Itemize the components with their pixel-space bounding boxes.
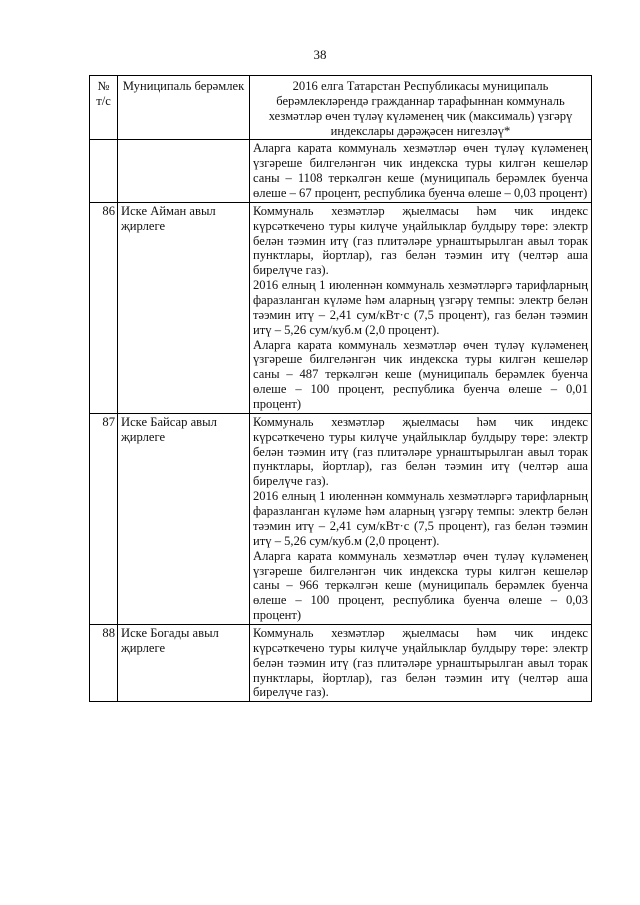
description-paragraph: Коммуналь хезмәтләр җыелмасы һәм чик индекс күрсәткечено туры килүче уңайлыклар булдыру төре: электр белән тәэмин итү (газ плитәләре урнаштырылган авыл торак пунктлары, йортлар), газ белән тәэмин итү (челтәр аша бирелүче газ).	[253, 625, 588, 700]
table-row	[90, 413, 592, 624]
page-number: 38	[313, 47, 327, 62]
header-number: № т/с	[90, 76, 118, 140]
description-paragraph: Коммуналь хезмәтләр җыелмасы һәм чик индекс күрсәткечено туры килүче уңайлыклар булдыру төре: электр белән тәэмин итү (газ плитәләре урнаштырылган авыл торак пунктлары, йортлар), газ белән тәэмин итү (челтәр аша бирелүче газ).	[253, 414, 588, 489]
description-paragraph: Аларга карата коммуналь хезмәтләр өчен түләү күләменең үзгәреше билгеләнгән чик индекска туры килгән кешеләр саны – 1108 теркәлгән кеше (муниципаль берәмлек буенча өлеше – 67 процент, республика буенча өлеше – 0,03 процент)	[253, 141, 588, 201]
header-municipality: Муниципаль берәмлек	[118, 76, 250, 140]
tariff-table	[89, 75, 592, 702]
municipality-name: Иске Байсар авыл җирлеге	[118, 413, 250, 624]
row-number: 86	[90, 202, 118, 413]
description-paragraph: Аларга карата коммуналь хезмәтләр өчен түләү күләменең үзгәреше билгеләнгән чик индекска туры килгән кешеләр саны – 487 теркәлгән кеше (муниципаль берәмлек буенча өлеше – 100 процент, республика буенча өлеше – 0,01 процент)	[253, 337, 588, 412]
description-paragraph: Коммуналь хезмәтләр җыелмасы һәм чик индекс күрсәткечено туры килүче уңайлыклар булдыру төре: электр белән тәэмин итү (газ плитәләре урнаштырылган авыл торак пунктлары, йортлар), газ белән тәэмин итү (челтәр аша бирелүче газ).	[253, 203, 588, 278]
row-number	[90, 140, 118, 202]
table-row	[90, 140, 592, 202]
description-paragraph: Аларга карата коммуналь хезмәтләр өчен түләү күләменең үзгәреше билгеләнгән чик индекска туры килгән кешеләр саны – 966 теркәлгән кеше (муниципаль берәмлек буенча өлеше – 100 процент, республика буенча өлеше – 0,03 процент)	[253, 548, 588, 623]
row-number: 87	[90, 413, 118, 624]
header-description: 2016 елга Татарстан Республикасы муниципаль берәмлекләрендә гражданнар тарафыннан коммуналь хезмәтләр өчен түләү күләменең чик (максималь) үзгәрү индекслары дәрәҗәсен нигезләү*	[250, 76, 592, 140]
description-cell	[250, 202, 592, 413]
municipality-name: Иске Айман авыл җирлеге	[118, 202, 250, 413]
municipality-name	[118, 140, 250, 202]
description-paragraph: 2016 елның 1 июленнән коммуналь хезмәтләргә тарифларның фаразланган күләме һәм аларның үзгәрү темпы: электр белән тәэмин итү – 2,41 сум/кВт·с (7,5 процент), газ белән тәэмин итү – 5,26 сум/куб.м (2,0 процент).	[253, 278, 588, 337]
row-number: 88	[90, 624, 118, 701]
table-body	[90, 140, 592, 702]
table-header-row	[90, 76, 592, 140]
table-row	[90, 202, 592, 413]
table-row	[90, 624, 592, 701]
description-cell	[250, 624, 592, 701]
description-cell	[250, 140, 592, 202]
description-paragraph: 2016 елның 1 июленнән коммуналь хезмәтләргә тарифларның фаразланган күләме һәм аларның үзгәрү темпы: электр белән тәэмин итү – 2,41 сум/кВт·с (7,5 процент), газ белән тәэмин итү – 5,26 сум/куб.м (2,0 процент).	[253, 489, 588, 548]
description-cell	[250, 413, 592, 624]
municipality-name: Иске Богады авыл җирлеге	[118, 624, 250, 701]
